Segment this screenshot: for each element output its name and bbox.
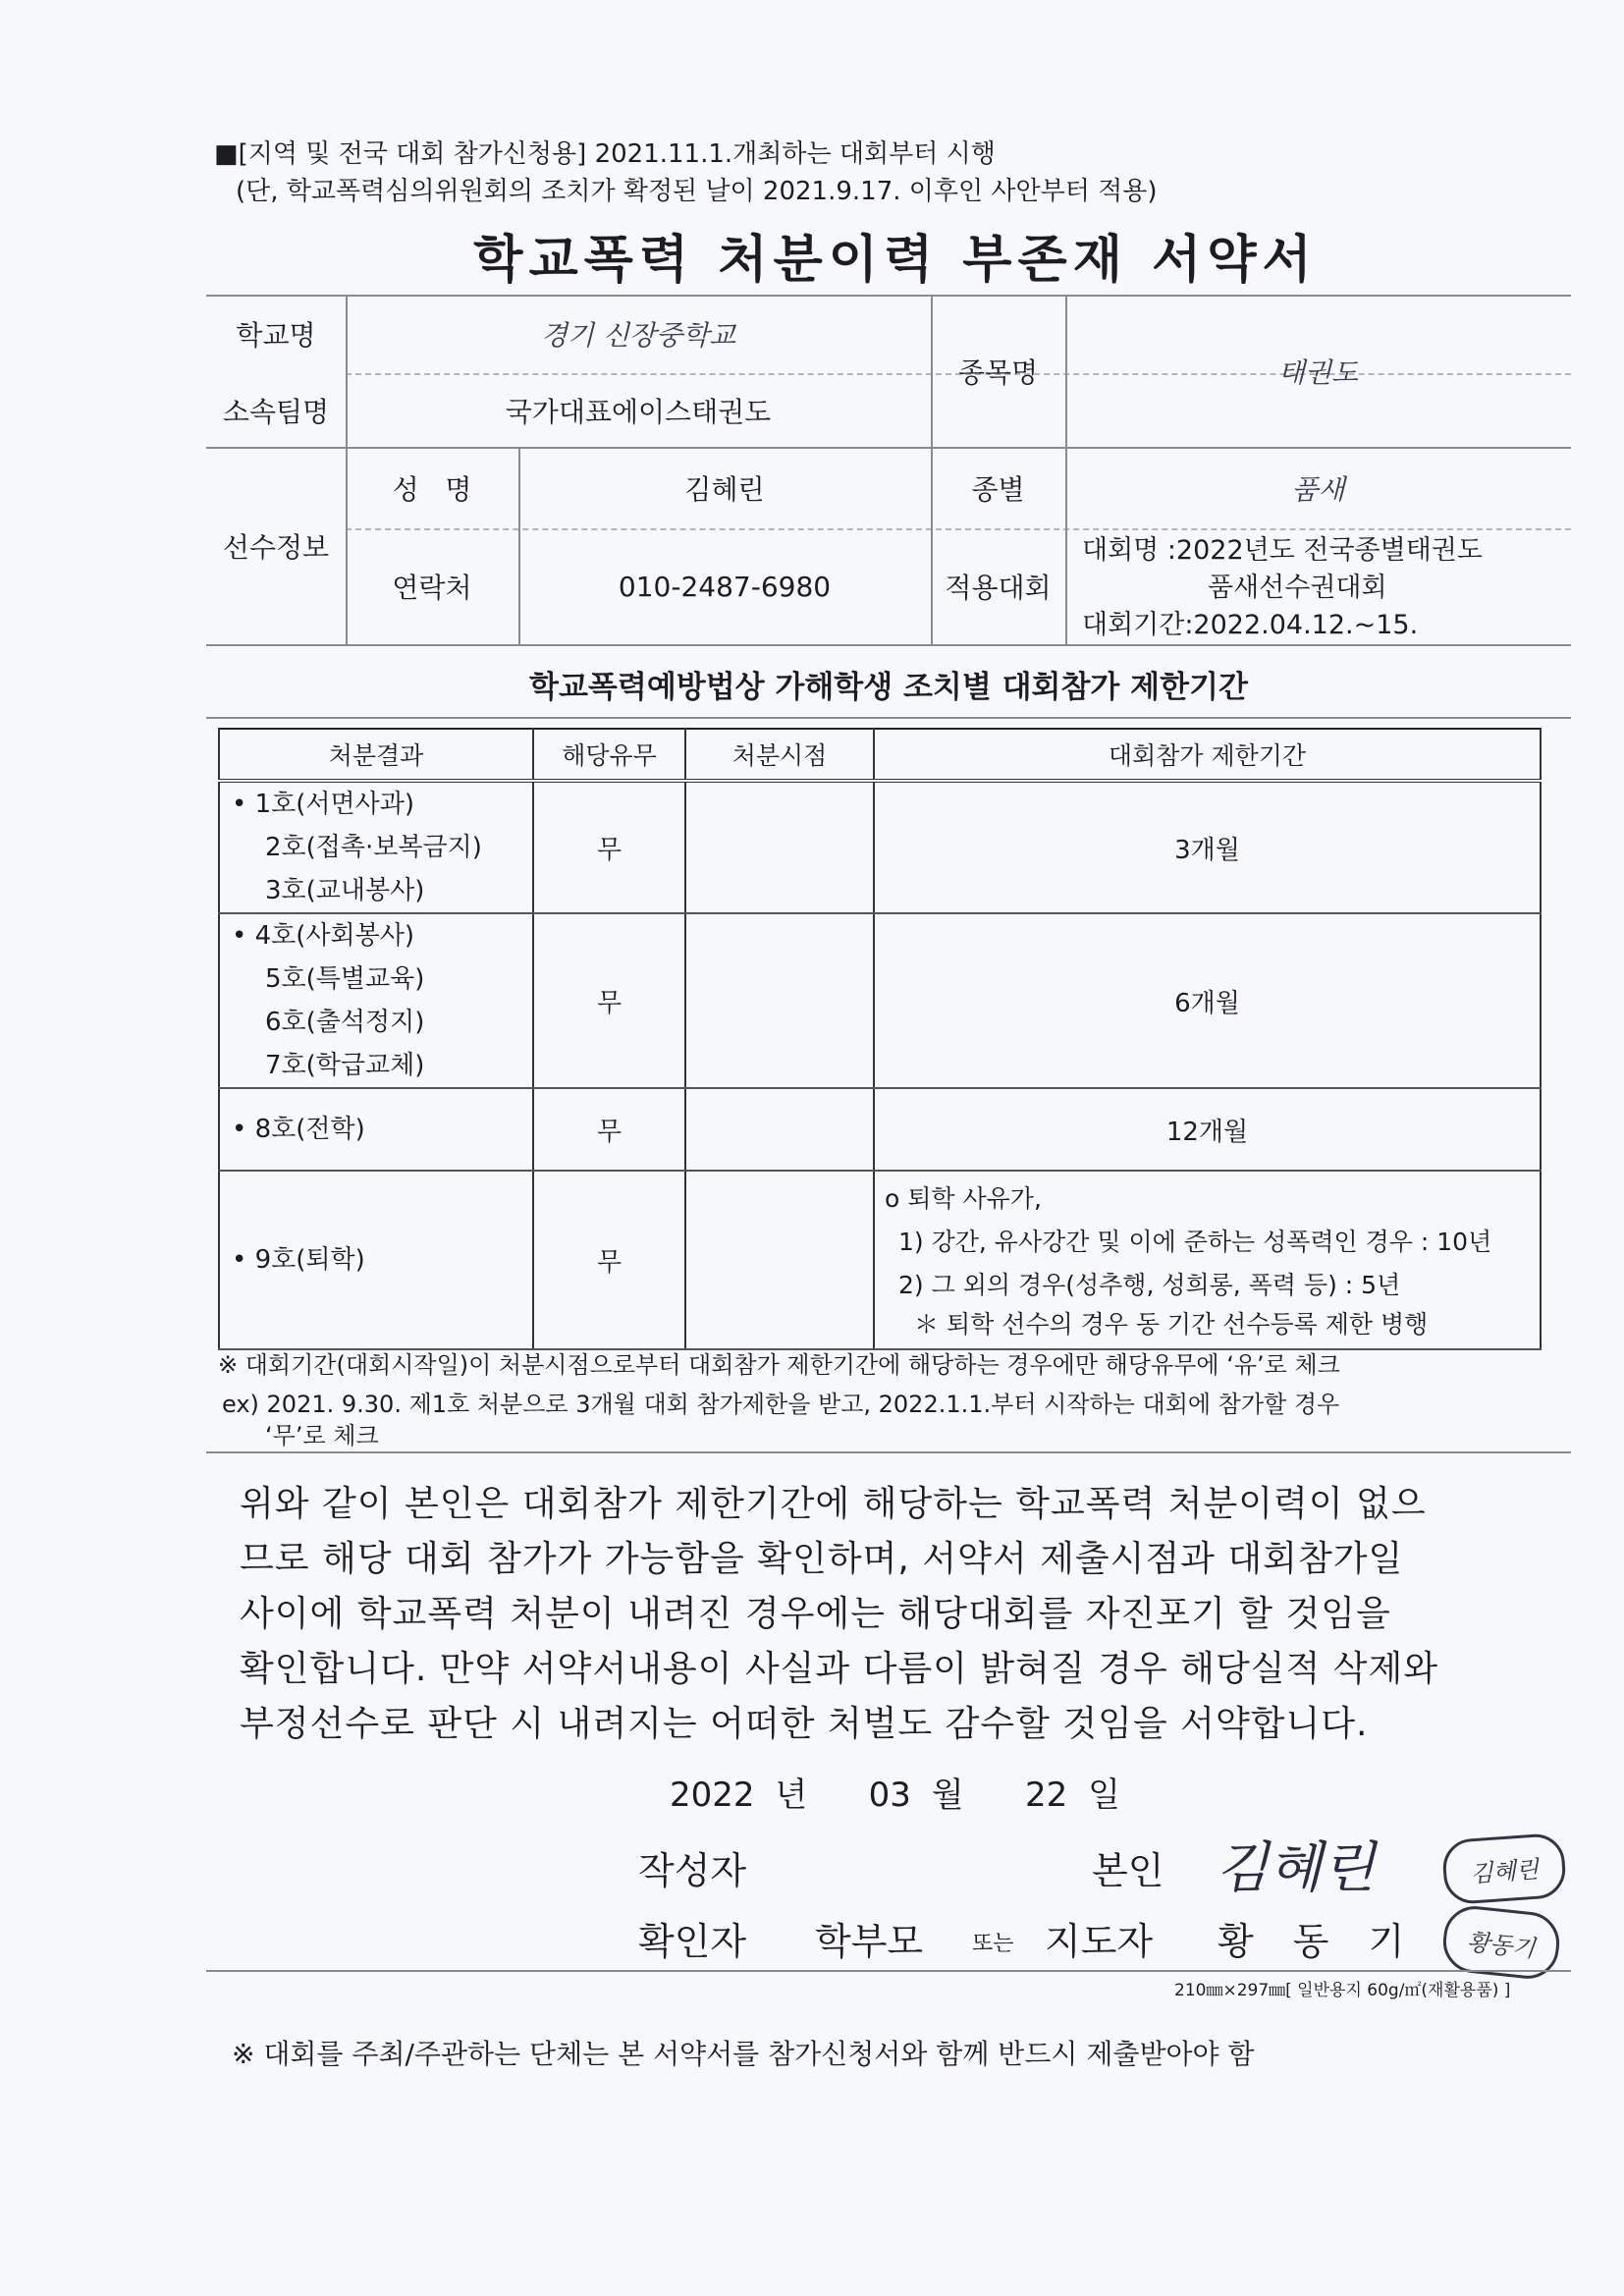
period-line: 2) 그 외의 경우(성추행, 성희롱, 폭력 등) : 5년 (898, 1271, 1401, 1299)
column-header-time: 처분시점 (685, 729, 874, 781)
outcome-line: 5호(특별교육) (265, 964, 425, 994)
coach-name: 황 동 기 (1218, 1920, 1419, 1963)
competition-name-line-1: 대회명 :2022년도 전국종별태권도 (1082, 535, 1483, 566)
time-cell (685, 913, 874, 1088)
period-cell (874, 1171, 1541, 1349)
note-2: ex) 2021. 9.30. 제1호 처분으로 3개월 대회 참가제한을 받고, 2022.1.1.부터 시작하는 대회에 참가할 경우 (222, 1391, 1340, 1418)
player-info-label: 선수정보 (222, 530, 330, 564)
school-value: 경기 신장중학교 (540, 319, 736, 352)
period-line: 1) 강간, 유사강간 및 이에 준하는 성폭력인 경우 : 10년 (898, 1228, 1492, 1256)
time-cell (685, 1088, 874, 1171)
column-header-period: 대회참가 제한기간 (874, 729, 1541, 781)
sport-value: 태권도 (1277, 355, 1359, 389)
date-month-unit: 월 (931, 1776, 964, 1815)
outcome-line: • 1호(서면사과) (232, 790, 415, 819)
note-1: ※ 대회기간(대회시작일)이 처분시점으로부터 대회참가 제한기간에 해당하는 경우에만 해당유무에 ‘유’로 체크 (218, 1351, 1340, 1379)
team-value: 국가대표에이스태권도 (505, 395, 772, 428)
restriction-table (218, 728, 1542, 1350)
confirmer-label: 확인자 (638, 1920, 747, 1963)
document-title: 학교폭력 처분이력 부존재 서약서 (473, 231, 1318, 290)
parent-label: 학부모 (815, 1920, 924, 1963)
final-note: ※ 대회를 주최/주관하는 단체는 본 서약서를 참가신청서와 함께 반드시 제출받아야 함 (232, 2038, 1255, 2070)
or-label: 또는 (972, 1932, 1014, 1956)
note-3: ‘무’로 체크 (265, 1422, 379, 1449)
self-seal: 김혜린 (1441, 1832, 1567, 1905)
competition-name-line-2: 품새선수권대회 (1208, 573, 1387, 603)
column-header-result: 처분결과 (219, 729, 533, 781)
time-cell (685, 781, 874, 913)
coach-seal: 황동기 (1440, 1903, 1562, 1982)
table-row (219, 913, 1541, 1088)
notice-line-2: (단, 학교폭력심의위원회의 조치가 확정된 날이 2021.9.17. 이후인 사안부터 적용) (236, 177, 1158, 206)
competition-info (1082, 532, 1483, 644)
applicable-cell: 무 (533, 1171, 685, 1349)
applied-competition-label: 적용대회 (945, 572, 1052, 604)
outcome-line: • 9호(퇴학) (232, 1245, 365, 1275)
author-label: 작성자 (638, 1849, 747, 1892)
outcome-line: 7호(학급교체) (265, 1051, 425, 1080)
period-line: o 퇴학 사유가, (885, 1184, 1042, 1213)
team-label: 소속팀명 (222, 395, 330, 428)
restriction-subtitle: 학교폭력예방법상 가해학생 조치별 대회참가 제한기간 (529, 670, 1248, 705)
period-cell: 12개월 (874, 1088, 1541, 1171)
table-row (219, 1171, 1541, 1349)
date-month: 03 (868, 1776, 911, 1815)
outcome-line: 6호(출석정지) (265, 1008, 425, 1037)
self-signature: 김혜린 (1216, 1836, 1376, 1900)
school-label: 학교명 (236, 319, 316, 352)
coach-label: 지도자 (1045, 1920, 1154, 1963)
event-label: 종별 (971, 472, 1025, 506)
pledge-line: 사이에 학교폭력 처분이 내려진 경우에는 해당대회를 자진포기 할 것임을 (240, 1594, 1391, 1634)
pledge-line: 부정선수로 판단 시 내려지는 어떠한 처벌도 감수할 것임을 서약합니다. (240, 1704, 1369, 1744)
applicable-cell: 무 (533, 781, 685, 913)
self-label: 본인 (1092, 1849, 1164, 1892)
outcome-line: • 8호(전학) (232, 1115, 365, 1144)
date-day-unit: 일 (1088, 1776, 1120, 1815)
period-cell: 6개월 (874, 913, 1541, 1088)
column-header-applicable: 해당유무 (533, 729, 685, 781)
contact-value: 010-2487-6980 (618, 570, 832, 603)
event-value: 품새 (1291, 472, 1345, 506)
table-row (219, 781, 1541, 913)
notice-line-1: ■[지역 및 전국 대회 참가신청용] 2021.11.1.개최하는 대회부터 시행 (214, 139, 996, 169)
pledge-date (670, 1768, 1120, 1816)
time-cell (685, 1171, 874, 1349)
pledge-line: 확인합니다. 만약 서약서내용이 사실과 다름이 밝혀질 경우 해당실적 삭제와 (240, 1649, 1439, 1689)
date-day: 22 (1025, 1776, 1068, 1815)
outcome-line: • 4호(사회봉사) (232, 921, 415, 951)
applicable-cell: 무 (533, 1088, 685, 1171)
outcome-line: 2호(접촉·보복금지) (265, 833, 482, 862)
period-cell: 3개월 (874, 781, 1541, 913)
outcome-line: 3호(교내봉사) (265, 876, 425, 905)
paper-spec: 210㎜×297㎜[ 일반용지 60g/㎡(재활용품) ] (1174, 1981, 1511, 2000)
competition-period: 대회기간:2022.04.12.~15. (1082, 610, 1419, 640)
name-value: 김혜린 (684, 472, 765, 506)
period-line: ＊ 퇴학 선수의 경우 동 기간 선수등록 제한 병행 (914, 1310, 1429, 1339)
pledge-line: 위와 같이 본인은 대회참가 제한기간에 해당하는 학교폭력 처분이력이 없으 (240, 1484, 1427, 1524)
name-label: 성 명 (392, 472, 472, 506)
date-year-unit: 년 (775, 1776, 808, 1815)
table-row (219, 1088, 1541, 1171)
sport-label: 종목명 (957, 355, 1039, 389)
date-year: 2022 (670, 1776, 755, 1815)
pledge-line: 므로 해당 대회 참가가 가능함을 확인하며, 서약서 제출시점과 대회참가일 (240, 1539, 1404, 1579)
contact-label: 연락처 (392, 572, 472, 604)
applicable-cell: 무 (533, 913, 685, 1088)
pledge-text (240, 1477, 1565, 1752)
